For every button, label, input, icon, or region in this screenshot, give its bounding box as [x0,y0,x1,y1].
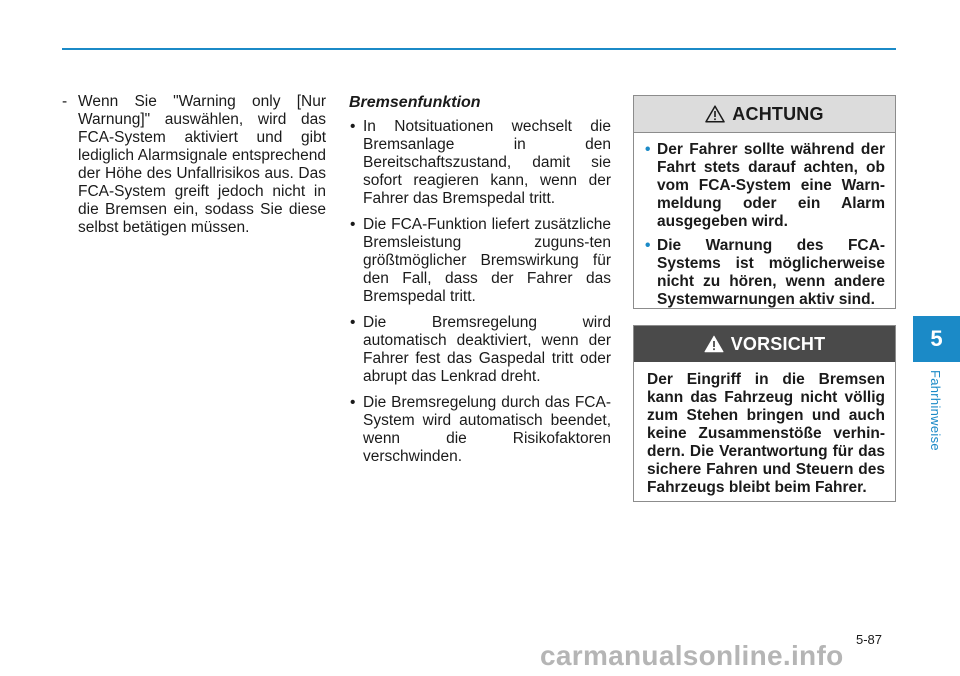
achtung-bullet-dot: • [645,237,651,254]
achtung-bullet-dot: • [645,141,651,158]
warning-triangle-outline-icon [705,105,725,123]
bullet-item [349,314,611,386]
bullet-text: Die FCA-Funktion liefert zusätzliche Bremsleistung zuguns-ten größtmöglicher Bremswirkung für den Fall, dass der Fahrer das Bremspedal tritt. [363,216,611,305]
warning-triangle-filled-icon [704,335,724,353]
achtung-bullet-text: Die Warnung des FCA-Systems ist möglicherweise nicht zu hören, wenn andere Systemwarnungen aktiv sind. [657,237,885,308]
watermark: carmanualsonline.info [540,640,844,671]
achtung-box [633,95,896,309]
middle-column [349,93,611,474]
bullet-dot: • [350,118,356,135]
chapter-label: Fahrhinweise [928,370,943,451]
section-heading: Bremsenfunktion [349,94,481,111]
achtung-title: ACHTUNG [732,103,824,124]
dash-list-item [62,93,326,237]
bullet-item [349,394,611,466]
page-number: 5-87 [856,632,883,647]
dash-mark: - [62,93,68,110]
left-column [62,93,326,237]
achtung-body [634,133,895,325]
bullet-text: Die Bremsregelung durch das FCA-System wird automatisch beendet, wenn die Risikofaktoren verschwinden. [363,394,611,465]
vorsicht-title: VORSICHT [730,333,826,354]
vorsicht-body: Der Eingriff in die Bremsen kann das Fahrzeug nicht völlig zum Stehen bringen und auch keine Zusammenstöße verhin-dern. Die Verantwortung für das sichere Fahren und Steuern des Fahrzeugs bleibt beim Fahrer. [647,371,885,496]
dash-item-text: Wenn Sie "Warning only [Nur Warnung]" auswählen, wird das FCA-System aktiviert und gibt lediglich Alarmsignale entsprechend der Höhe des Unfallrisikos aus. Das FCA-System greift jedoch nicht in die Bremsen ein, sodass Sie diese selbst betätigen müssen. [78,93,326,236]
bullet-dot: • [350,314,356,331]
achtung-bullet-item [647,141,885,231]
chapter-tab: 5 [913,316,960,362]
bullet-item [349,118,611,208]
bullet-text: Die Bremsregelung wird automatisch deaktiviert, wenn der Fahrer fest das Gaspedal tritt oder abrupt das Lenkrad dreht. [363,314,611,385]
bullet-text: In Notsituationen wechselt die Bremsanlage in den Bereitschaftszustand, damit sie sofort reagieren kann, wenn der Fahrer das Bremspedal tritt. [363,118,611,207]
bullet-item [349,216,611,306]
achtung-bullet-text: Der Fahrer sollte während der Fahrt stets darauf achten, ob vom FCA-System eine Warn-meldung oder ein Alarm ausgegeben wird. [657,141,885,230]
bullet-dot: • [350,394,356,411]
achtung-header [634,96,895,133]
achtung-bullet-item [647,237,885,309]
vorsicht-header [634,326,895,362]
vorsicht-box [633,325,896,502]
bullet-dot: • [350,216,356,233]
top-rule [62,48,896,50]
